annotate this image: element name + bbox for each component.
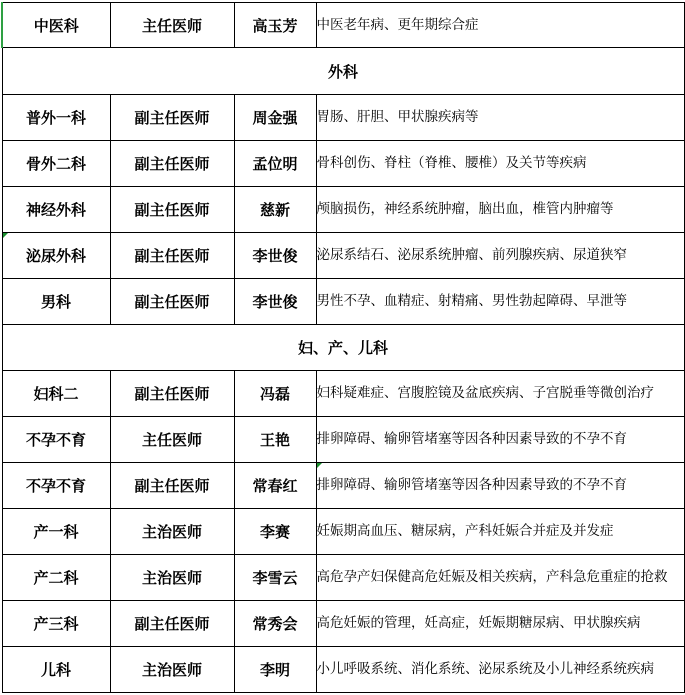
doctor-cell: 慈新	[234, 187, 316, 233]
department-cell: 产三科	[2, 601, 110, 647]
doctor-cell: 李赛	[234, 509, 316, 555]
table-row	[2, 647, 684, 693]
table-body	[2, 3, 684, 693]
title-cell: 主治医师	[110, 555, 234, 601]
department-cell: 儿科	[2, 647, 110, 693]
table-row	[2, 3, 684, 48]
title-cell: 副主任医师	[110, 233, 234, 279]
section-header-row	[2, 325, 684, 371]
title-cell: 副主任医师	[110, 371, 234, 417]
department-cell: 普外一科	[2, 95, 110, 141]
doctor-cell: 周金强	[234, 95, 316, 141]
table-row	[2, 371, 684, 417]
doctor-cell: 高玉芳	[234, 3, 316, 48]
table-row	[2, 417, 684, 463]
title-cell: 副主任医师	[110, 187, 234, 233]
title-cell: 副主任医师	[110, 141, 234, 187]
table-row	[2, 601, 684, 647]
table-row	[2, 463, 684, 509]
doctor-cell: 王艳	[234, 417, 316, 463]
table-row	[2, 141, 684, 187]
doctor-schedule-table	[1, 2, 685, 693]
doctor-cell: 李世俊	[234, 233, 316, 279]
title-cell: 主治医师	[110, 509, 234, 555]
doctor-cell: 常秀会	[234, 601, 316, 647]
specialty-cell: 颅脑损伤，神经系统肿瘤，脑出血，椎管内肿瘤等	[316, 187, 684, 233]
section-label: 妇、产、儿科	[2, 325, 684, 371]
table-row	[2, 233, 684, 279]
doctor-cell: 李雪云	[234, 555, 316, 601]
table-row	[2, 279, 684, 325]
title-cell: 主任医师	[110, 417, 234, 463]
table-row	[2, 509, 684, 555]
department-cell: 不孕不育	[2, 463, 110, 509]
table-row	[2, 187, 684, 233]
title-cell: 副主任医师	[110, 95, 234, 141]
specialty-cell: 小儿呼吸系统、消化系统、泌尿系统及小儿神经系统疾病	[316, 647, 684, 693]
department-cell: 产二科	[2, 555, 110, 601]
specialty-cell: 妇科疑难症、宫腹腔镜及盆底疾病、子宫脱垂等微创治疗	[316, 371, 684, 417]
specialty-cell: 妊娠期高血压、糖尿病，产科妊娠合并症及并发症	[316, 509, 684, 555]
specialty-cell: 骨科创伤、脊柱（脊椎、腰椎）及关节等疾病	[316, 141, 684, 187]
department-cell: 神经外科	[2, 187, 110, 233]
title-cell: 副主任医师	[110, 601, 234, 647]
specialty-cell: 高危孕产妇保健高危妊娠及相关疾病，产科急危重症的抢救	[316, 555, 684, 601]
specialty-cell: 胃肠、肝胆、甲状腺疾病等	[316, 95, 684, 141]
specialty-cell: 排卵障碍、输卵管堵塞等因各种因素导致的不孕不育	[316, 463, 684, 509]
department-cell: 妇科二	[2, 371, 110, 417]
department-cell: 男科	[2, 279, 110, 325]
doctor-cell: 常春红	[234, 463, 316, 509]
doctor-cell: 李世俊	[234, 279, 316, 325]
specialty-cell: 排卵障碍、输卵管堵塞等因各种因素导致的不孕不育	[316, 417, 684, 463]
specialty-cell: 泌尿系结石、泌尿系统肿瘤、前列腺疾病、尿道狭窄	[316, 233, 684, 279]
title-cell: 副主任医师	[110, 279, 234, 325]
specialty-cell: 中医老年病、更年期综合症	[316, 3, 684, 48]
department-cell: 产一科	[2, 509, 110, 555]
title-cell: 主任医师	[110, 3, 234, 48]
department-cell: 骨外二科	[2, 141, 110, 187]
doctor-cell: 冯磊	[234, 371, 316, 417]
doctor-cell: 孟位明	[234, 141, 316, 187]
department-cell: 中医科	[2, 3, 110, 48]
doctor-cell: 李明	[234, 647, 316, 693]
title-cell: 副主任医师	[110, 463, 234, 509]
specialty-cell: 男性不孕、血精症、射精痛、男性勃起障碍、早泄等	[316, 279, 684, 325]
department-cell: 泌尿外科	[2, 233, 110, 279]
section-label: 外科	[2, 48, 684, 95]
department-cell: 不孕不育	[2, 417, 110, 463]
section-header-row	[2, 48, 684, 95]
title-cell: 主治医师	[110, 647, 234, 693]
table-row	[2, 555, 684, 601]
specialty-cell: 高危妊娠的管理，妊高症，妊娠期糖尿病、甲状腺疾病	[316, 601, 684, 647]
table-row	[2, 95, 684, 141]
